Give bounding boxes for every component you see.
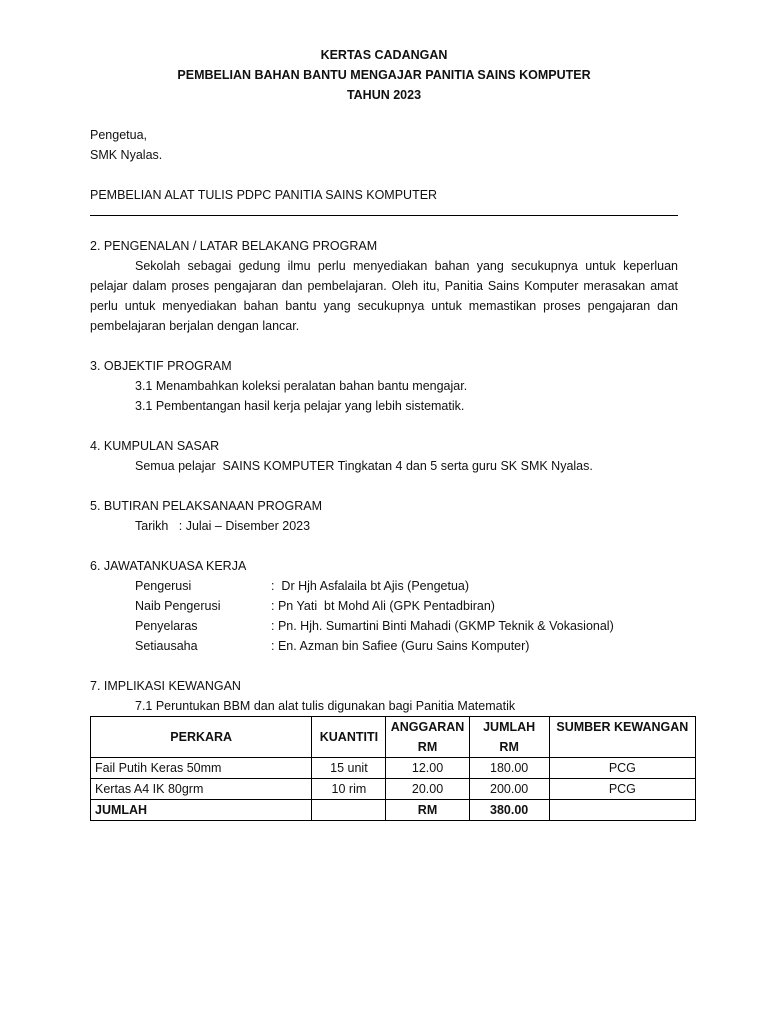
cell-anggaran: 12.00 xyxy=(386,758,469,779)
section-5-body: Tarikh : Julai – Disember 2023 xyxy=(135,519,311,533)
document-title xyxy=(90,45,678,105)
committee-role: Setiausaha xyxy=(135,639,198,653)
committee-row xyxy=(135,576,678,596)
committee-role: Pengerusi xyxy=(135,579,192,593)
title-line-2: PEMBELIAN BAHAN BANTU MENGAJAR PANITIA SAINS KOMPUTER xyxy=(177,68,591,82)
committee-row xyxy=(135,596,678,616)
table-row xyxy=(91,758,696,779)
table-total-row xyxy=(91,800,696,821)
header-anggaran-label: ANGGARAN xyxy=(390,720,465,734)
header-anggaran xyxy=(386,717,469,758)
section-4-body: Semua pelajar SAINS KOMPUTER Tingkatan 4 dan 5 serta guru SK SMK Nyalas. xyxy=(135,459,593,473)
committee-member: : En. Azman bin Safiee (Guru Sains Komputer) xyxy=(271,639,530,653)
section-7-subheading: 7.1 Peruntukan BBM dan alat tulis digunakan bagi Panitia Matematik xyxy=(135,699,516,713)
cell-kuantiti: 15 unit xyxy=(312,758,386,779)
table-header-row xyxy=(91,717,696,758)
budget-table xyxy=(90,716,696,821)
subject-divider xyxy=(90,215,678,216)
cell-kuantiti: 10 rim xyxy=(312,779,386,800)
section-7-heading: 7. IMPLIKASI KEWANGAN xyxy=(90,679,241,693)
header-kuantiti: KUANTITI xyxy=(312,717,386,758)
objective-item: 3.1 Menambahkan koleksi peralatan bahan bantu mengajar. xyxy=(135,379,468,393)
section-6-heading: 6. JAWATANKUASA KERJA xyxy=(90,559,247,573)
section-4-heading: 4. KUMPULAN SASAR xyxy=(90,439,220,453)
recipient-title: Pengetua, xyxy=(90,128,147,142)
subject-line: PEMBELIAN ALAT TULIS PDPC PANITIA SAINS KOMPUTER xyxy=(90,188,438,202)
section-2-text: Sekolah sebagai gedung ilmu perlu menyediakan bahan yang secukupnya untuk keperluan pelajar dalam proses pengajaran dan pembelajaran. Oleh itu, Panitia Sains Komputer merasakan amat perlu untuk menyediakan bahan bantu yang secukupnya untuk memastikan proses pengajaran dan pembelajaran berjalan dengan lancar. xyxy=(90,259,678,333)
header-sumber: SUMBER KEWANGAN xyxy=(549,717,695,758)
recipient-school: SMK Nyalas. xyxy=(90,148,163,162)
cell-jumlah: 200.00 xyxy=(469,779,549,800)
header-anggaran-unit: RM xyxy=(417,740,438,754)
committee-role: Naib Pengerusi xyxy=(135,599,221,613)
committee-role: Penyelaras xyxy=(135,619,198,633)
committee-row xyxy=(135,616,678,636)
objective-item: 3.1 Pembentangan hasil kerja pelajar yang lebih sistematik. xyxy=(135,399,465,413)
committee-member: : Dr Hjh Asfalaila bt Ajis (Pengetua) xyxy=(271,579,470,593)
total-sumber xyxy=(549,800,695,821)
cell-sumber: PCG xyxy=(549,779,695,800)
title-line-1: KERTAS CADANGAN xyxy=(320,48,448,62)
header-jumlah-label: JUMLAH xyxy=(483,720,536,734)
title-line-3: TAHUN 2023 xyxy=(346,88,422,102)
section-2-heading: 2. PENGENALAN / LATAR BELAKANG PROGRAM xyxy=(90,239,378,253)
committee-member: : Pn. Hjh. Sumartini Binti Mahadi (GKMP Teknik & Vokasional) xyxy=(271,619,614,633)
cell-jumlah: 180.00 xyxy=(469,758,549,779)
total-jumlah: 380.00 xyxy=(469,800,549,821)
total-anggaran: RM xyxy=(386,800,469,821)
committee-member: : Pn Yati bt Mohd Ali (GPK Pentadbiran) xyxy=(271,599,495,613)
section-3-heading: 3. OBJEKTIF PROGRAM xyxy=(90,359,232,373)
table-row xyxy=(91,779,696,800)
cell-sumber: PCG xyxy=(549,758,695,779)
header-perkara: PERKARA xyxy=(91,717,312,758)
cell-perkara: Kertas A4 IK 80grm xyxy=(91,779,312,800)
cell-anggaran: 20.00 xyxy=(386,779,469,800)
header-jumlah xyxy=(469,717,549,758)
committee-list xyxy=(90,576,678,656)
total-kuantiti xyxy=(312,800,386,821)
section-2-body xyxy=(90,256,678,336)
section-5-heading: 5. BUTIRAN PELAKSANAAN PROGRAM xyxy=(90,499,323,513)
total-label: JUMLAH xyxy=(91,800,312,821)
cell-perkara: Fail Putih Keras 50mm xyxy=(91,758,312,779)
committee-row xyxy=(135,636,678,656)
header-jumlah-unit: RM xyxy=(499,740,519,754)
